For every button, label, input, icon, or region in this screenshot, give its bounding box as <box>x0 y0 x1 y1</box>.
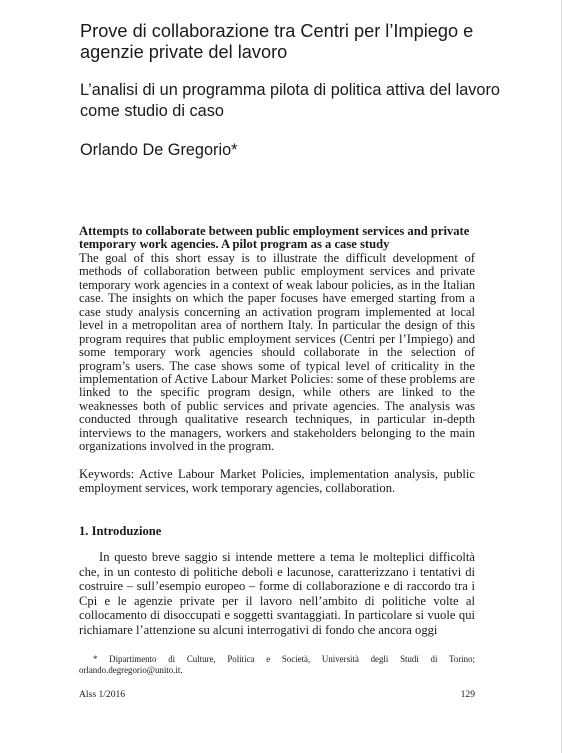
section-heading: 1. Introduzione <box>79 524 162 538</box>
keywords: Keywords: Active Labour Market Policies, implementation analysis, public employment services, work temporary agencies, collaboration. <box>79 467 475 495</box>
body-paragraph: In questo breve saggio si intende mettere a tema le molteplici difficoltà che, in un contesto di politiche deboli e lacunose, caratterizzano i tentativi di costruire – sull’esempio europeo – forme di collaborazione e di raccordo tra i Cpi e le agenzie private per il lavoro nell’ambito di politiche volte al collocamento di disoccupati e soggetti svantaggiati. In particolare si vuole qui richiamare l’attenzione su alcuni interrogativi di fondo che ancora oggi <box>79 550 475 637</box>
abstract-body: The goal of this short essay is to illustrate the difficult development of methods of collaboration between public employment services and private temporary work agencies in a context of weak labour policies, as in the Italian case. The insights on which the paper focuses have emerged starting from a case study analysis concerning an activation program implemented at local level in a metropolitan area of northern Italy. In particular the design of this program requires that public employment services (Centri per l’Impiego) and some temporary work agencies should collaborate in the selection of program’s users. The case shows some of typical level of criticality in the implementation of Active Labour Market Policies: some of these problems are linked to the specific program design, while others are linked to the weaknesses both of public services and private agencies. The analysis was conducted through qualitative research techniques, in particular in-depth interviews to the managers, workers and stakeholders belonging to the main organizations involved in the program. <box>79 250 475 454</box>
journal-issue: Alss 1/2016 <box>79 689 126 700</box>
article-title: Prove di collaborazione tra Centri per l’Impiego e agenzie private del lavoro <box>80 21 474 62</box>
abstract-heading: Attempts to collaborate between public employment services and private temporary work agencies. A pilot program as a case study <box>79 224 470 252</box>
article-subtitle: L’analisi di un programma pilota di politica attiva del lavoro come studio di caso <box>80 81 500 120</box>
page-number: 129 <box>460 689 475 700</box>
abstract-block <box>79 225 475 454</box>
footnote: * Dipartimento di Culture, Politica e Società, Università degli Studi di Torino; orlando.degregorio@unito.it. <box>79 654 475 675</box>
author-name: Orlando De Gregorio* <box>80 141 238 159</box>
